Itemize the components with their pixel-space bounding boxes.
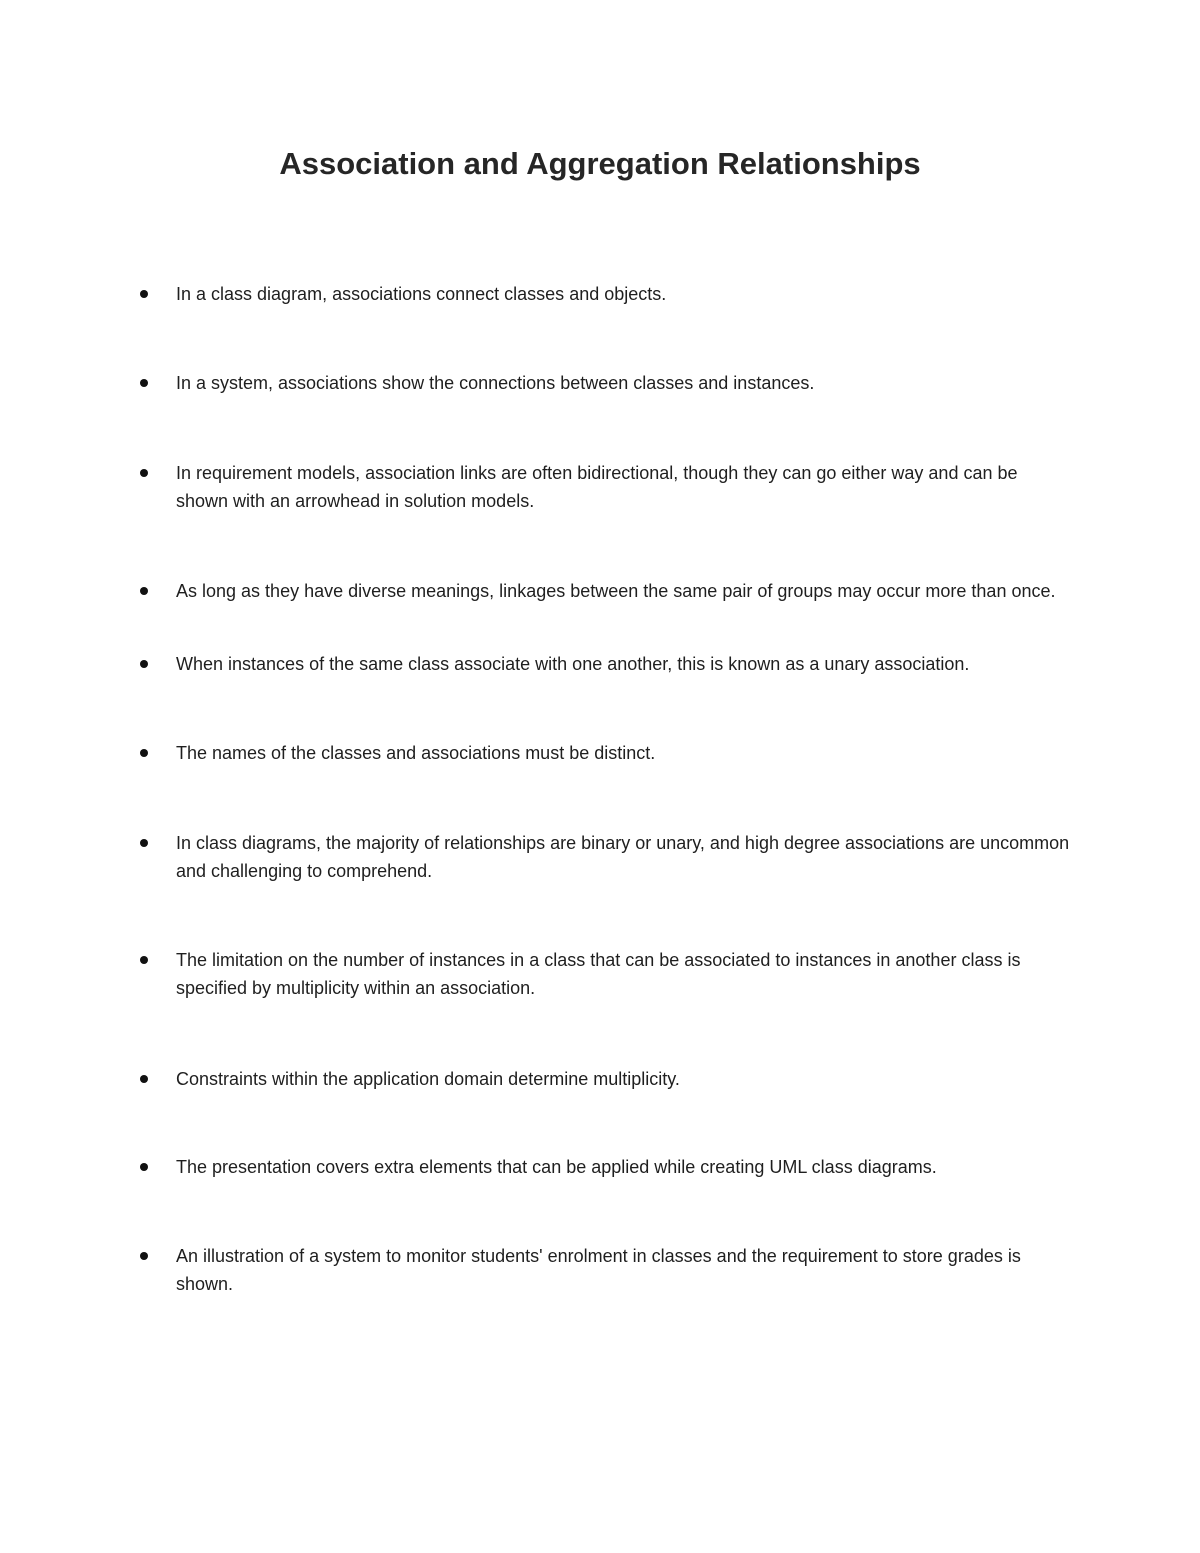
list-item [140,369,1070,397]
bullet-icon [140,469,148,477]
list-item-text: When instances of the same class associate with one another, this is known as a unary association. [176,654,970,674]
list-item [140,1065,1070,1093]
list-item-text: The limitation on the number of instances in a class that can be associated to instances in another class is specified by multiplicity within an association. [176,950,1021,998]
bullet-icon [140,1252,148,1260]
bullet-icon [140,956,148,964]
list-item [140,459,1070,515]
list-item [140,280,1070,308]
bullet-icon [140,839,148,847]
list-item [140,946,1070,1002]
list-item-text: In a class diagram, associations connect classes and objects. [176,284,667,304]
bullet-icon [140,1075,148,1083]
list-item-text: In a system, associations show the connections between classes and instances. [176,373,815,393]
list-item [140,739,1070,767]
list-item-text: The names of the classes and associations must be distinct. [176,743,656,763]
list-item-text: An illustration of a system to monitor students' enrolment in classes and the requirement to store grades is shown. [176,1246,1021,1294]
bullet-icon [140,749,148,757]
bullet-icon [140,379,148,387]
bullet-icon [140,587,148,595]
list-item-text: Constraints within the application domain determine multiplicity. [176,1069,680,1089]
list-item [140,577,1070,605]
list-item-text: In class diagrams, the majority of relationships are binary or unary, and high degree associations are uncommon and challenging to comprehend. [176,833,1070,881]
list-item-text: The presentation covers extra elements that can be applied while creating UML class diagrams. [176,1157,937,1177]
list-item-text: In requirement models, association links are often bidirectional, though they can go either way and can be shown with an arrowhead in solution models. [176,463,1018,511]
bullet-icon [140,1163,148,1171]
list-item [140,650,1070,678]
list-item [140,829,1070,885]
bullet-icon [140,660,148,668]
list-item [140,1153,1070,1181]
bullet-icon [140,290,148,298]
list-item-text: As long as they have diverse meanings, linkages between the same pair of groups may occur more than once. [176,581,1056,601]
list-item [140,1242,1070,1298]
page-title: Association and Aggregation Relationships [279,146,921,181]
